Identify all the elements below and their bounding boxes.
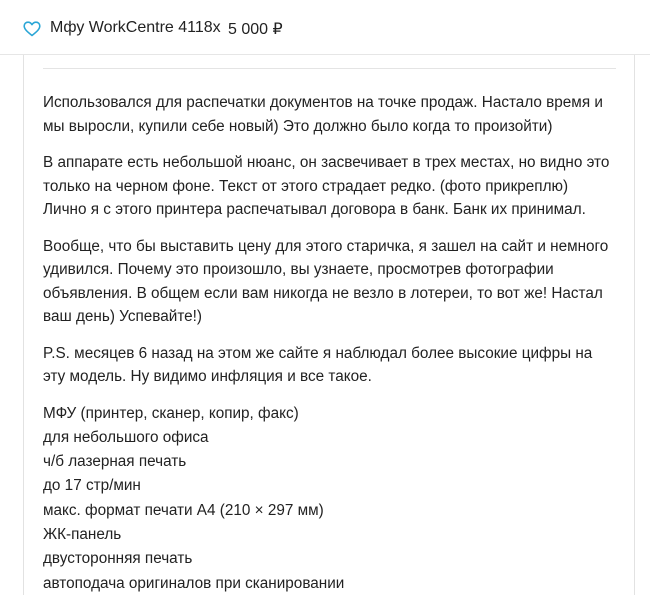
spec-item: МФУ (принтер, сканер, копир, факс)	[43, 404, 299, 422]
description-paragraph: Вообще, что бы выставить цену для этого старичка, я зашел на сайт и немного удивился. Почему это произошло, вы узнаете, просмотрев фотографии объявления. В общем если вам никогда не везло в лотереи, то вот же! Настал ваш день) Успевайте!)	[43, 237, 609, 325]
description-paragraph: В аппарате есть небольшой нюанс, он засвечивает в трех местах, но видно это только на черном фоне. Текст от этого страдает редко. (фото прикреплю) Лично я с этого принтера распечатывал договора в банк. Банк их принимал.	[43, 154, 610, 218]
spec-item: двусторонняя печать	[43, 550, 193, 568]
spec-item: автоподача оригиналов при сканировании	[43, 574, 345, 592]
spec-list	[43, 402, 623, 596]
heart-icon[interactable]	[23, 21, 41, 37]
spec-item: для небольшого офиса	[43, 428, 209, 446]
description-paragraph: P.S. месяцев 6 назад на этом же сайте я наблюдал более высокие цифры на эту модель. Ну видимо инфляция и все такое.	[43, 344, 593, 385]
listing-header	[0, 0, 650, 55]
divider	[43, 68, 616, 69]
spec-item: ч/б лазерная печать	[43, 453, 187, 471]
listing-description	[43, 91, 623, 596]
spec-item: макс. формат печати A4 (210 × 297 мм)	[43, 501, 324, 519]
listing-title[interactable]: Мфу WorkCentre 4118x	[50, 19, 221, 36]
description-paragraph: Использовался для распечатки документов на точке продаж. Настало время и мы выросли, купили себе новый) Это должно было когда то произойти)	[43, 94, 603, 135]
spec-item: до 17 стр/мин	[43, 477, 141, 495]
listing-price: 5 000 ₽	[228, 21, 283, 38]
spec-item: ЖК-панель	[43, 525, 122, 543]
